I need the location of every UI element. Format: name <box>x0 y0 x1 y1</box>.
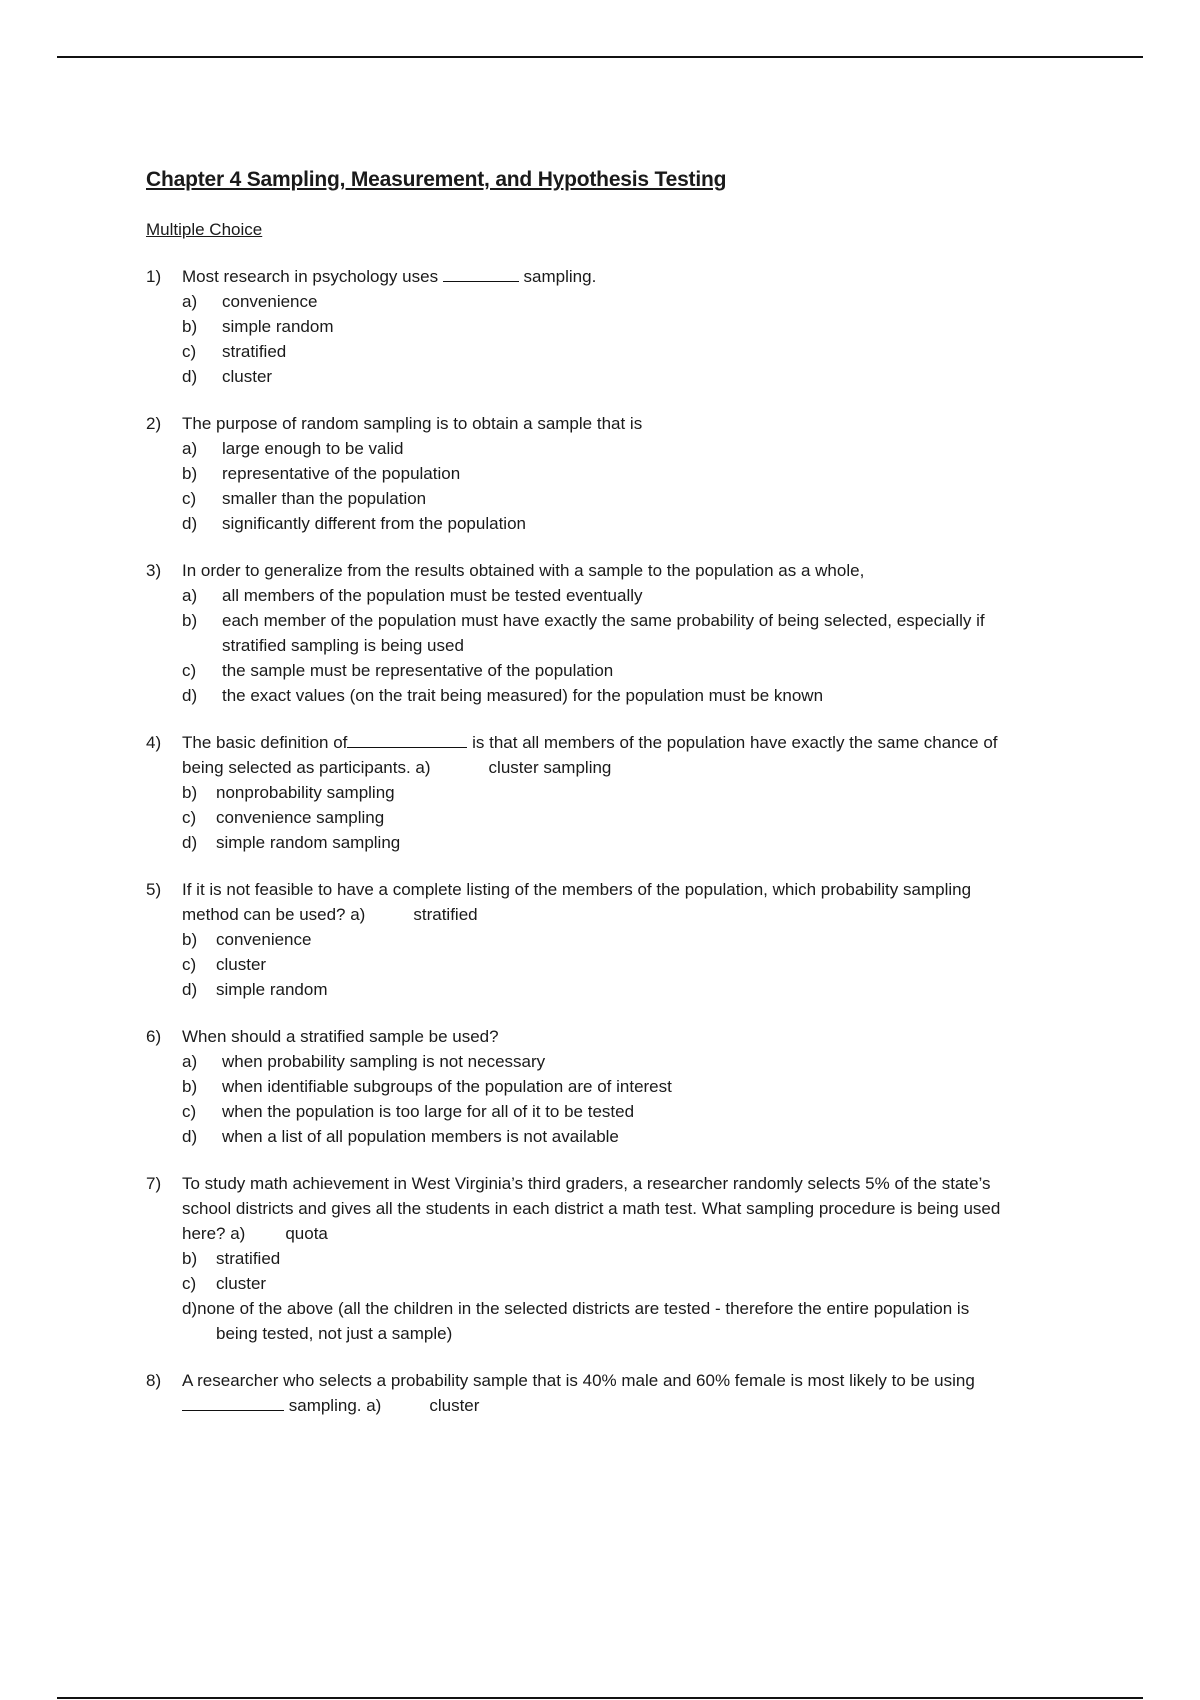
option-text: simple random <box>216 980 328 999</box>
option-letter: c) <box>182 1274 197 1293</box>
top-rule <box>57 56 1143 58</box>
question-text: In order to generalize from the results obtained with a sample to the population as a whole, <box>182 561 865 580</box>
question-text-continued: method can be used? a) stratified <box>182 905 478 924</box>
option-text: the exact values (on the trait being measured) for the population must be known <box>222 686 824 705</box>
question-number: 2) <box>146 414 162 433</box>
option-letter: c) <box>182 661 197 680</box>
answer-blank <box>443 267 519 282</box>
option-letter: a) <box>182 1052 198 1071</box>
option-text: stratified <box>222 342 287 361</box>
option-text: representative of the population <box>222 464 461 483</box>
option-text: cluster <box>429 1396 480 1415</box>
question-text: The basic definition of is that all members of the population have exactly the same chance of <box>182 733 998 752</box>
option-text: when probability sampling is not necessary <box>222 1052 546 1071</box>
option-text: significantly different from the population <box>222 514 526 533</box>
question-1 <box>146 264 1106 389</box>
question-number: 4) <box>146 733 162 752</box>
option-text: when the population is too large for all of it to be tested <box>222 1102 635 1121</box>
bottom-rule <box>57 1697 1143 1699</box>
option-text: cluster sampling <box>488 758 612 777</box>
question-text: To study math achievement in West Virginia’s third graders, a researcher randomly selects 5% of the state’s <box>182 1174 991 1193</box>
option-text: simple random <box>222 317 334 336</box>
question-text: A researcher who selects a probability sample that is 40% male and 60% female is most likely to be using <box>182 1371 975 1390</box>
question-number: 5) <box>146 880 162 899</box>
question-text: When should a stratified sample be used? <box>182 1027 499 1046</box>
question-3 <box>146 558 1106 708</box>
option-text: cluster <box>216 955 267 974</box>
question-2 <box>146 411 1106 536</box>
option-letter: a) <box>182 292 198 311</box>
option-text: all members of the population must be tested eventually <box>222 586 643 605</box>
page-title: Chapter 4 Sampling, Measurement, and Hypothesis Testing <box>146 168 727 191</box>
option-text: large enough to be valid <box>222 439 404 458</box>
option-text: smaller than the population <box>222 489 427 508</box>
option-text-continued: stratified sampling is being used <box>222 636 464 655</box>
option-letter: b) <box>182 1249 198 1268</box>
question-text-continued: being selected as participants. a) cluster sampling <box>182 758 612 777</box>
option-text: stratified <box>216 1249 281 1268</box>
answer-blank <box>182 1396 284 1411</box>
question-5 <box>146 877 1106 1002</box>
option-text: when identifiable subgroups of the population are of interest <box>222 1077 672 1096</box>
option-text: quota <box>285 1224 328 1243</box>
question-text: Most research in psychology uses sampling. <box>182 267 597 286</box>
question-7 <box>146 1171 1106 1346</box>
option-text: the sample must be representative of the population <box>222 661 614 680</box>
option-text: convenience <box>222 292 318 311</box>
option-text: stratified <box>413 905 478 924</box>
question-text-continued: here? a) quota <box>182 1224 328 1243</box>
option-text-continued: being tested, not just a sample) <box>216 1324 453 1343</box>
option-text: when a list of all population members is not available <box>222 1127 619 1146</box>
option-letter: b) <box>182 1077 198 1096</box>
question-6 <box>146 1024 1106 1149</box>
question-8 <box>146 1368 1106 1418</box>
question-number: 1) <box>146 267 162 286</box>
option-letter: d) <box>182 686 198 705</box>
option-letter: c) <box>182 955 197 974</box>
option-letter: a) <box>182 586 198 605</box>
section-heading: Multiple Choice <box>146 220 263 239</box>
document-body <box>146 168 1106 1418</box>
option-text: convenience sampling <box>216 808 385 827</box>
option-letter: d) <box>182 833 198 852</box>
option-letter: b) <box>182 317 198 336</box>
option-letter: d) <box>182 1127 198 1146</box>
question-number: 6) <box>146 1027 162 1046</box>
question-text-continued: sampling. a) cluster <box>146 1396 479 1415</box>
option-letter: b) <box>182 930 198 949</box>
option-text: simple random sampling <box>216 833 401 852</box>
option-letter: b) <box>182 464 198 483</box>
question-number: 7) <box>146 1174 162 1193</box>
option-letter: c) <box>182 808 197 827</box>
option-letter: c) <box>182 489 197 508</box>
answer-blank <box>347 733 467 748</box>
option-letter: d) <box>182 514 198 533</box>
question-number: 8) <box>146 1371 162 1390</box>
option-letter: a) <box>182 439 198 458</box>
question-number: 3) <box>146 561 162 580</box>
option-letter: c) <box>182 1102 197 1121</box>
option-text: cluster <box>216 1274 267 1293</box>
option-text: cluster <box>222 367 273 386</box>
option-text: convenience <box>216 930 312 949</box>
option-letter: b) <box>182 611 198 630</box>
question-text-continued: school districts and gives all the students in each district a math test. What sampling procedure is being used <box>182 1199 1001 1218</box>
option-text: nonprobability sampling <box>216 783 395 802</box>
option-letter: c) <box>182 342 197 361</box>
option-text: each member of the population must have exactly the same probability of being selected, especially if <box>222 611 985 630</box>
option-letter: d) <box>182 367 198 386</box>
option-letter: b) <box>182 783 198 802</box>
question-text: If it is not feasible to have a complete listing of the members of the population, which probability sampling <box>182 880 972 899</box>
question-text: The purpose of random sampling is to obtain a sample that is <box>182 414 643 433</box>
option-letter: d) <box>182 980 198 999</box>
option-text: d)none of the above (all the children in the selected districts are tested - therefore the entire population is <box>182 1299 970 1318</box>
question-4 <box>146 730 1106 855</box>
